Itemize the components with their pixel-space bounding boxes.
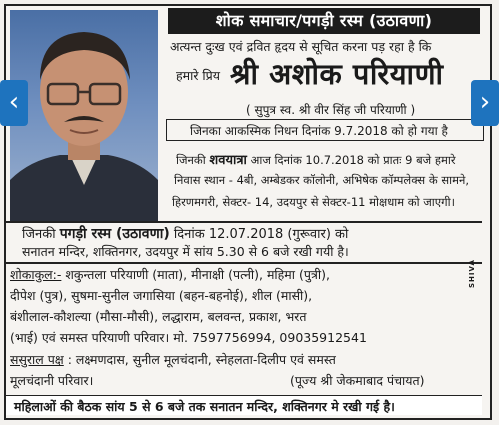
credit-text: SHIVA: [468, 259, 476, 288]
notice-header: शोक समाचार/पगड़ी रस्म (उठावणा): [168, 8, 480, 34]
divider: [6, 221, 482, 223]
pagdi-keyword: पगड़ी रस्म (उठावणा): [59, 226, 170, 242]
pagdi-line-2: सनातन मन्दिर, शक्तिनगर, उदयपुर में सांय 5.30 से 6 बजे रखी गयी है।: [22, 244, 349, 259]
funeral-line-3: हिरणमगरी, सेक्टर- 14, उदयपुर से सेक्टर-11 मोक्षधाम को जाएगी।: [172, 195, 455, 209]
in-laws-label: ससुराल पक्ष: [10, 352, 64, 367]
funeral-line-2: निवास स्थान - 4बी, अम्बेडकर कॉलोनी, अभिषेक कॉम्पलेक्स के सामने,: [174, 173, 470, 187]
mourners-line-3: बंशीलाल-कौशल्या (मौसा-मौसी), लद्धाराम, बलवन्त, प्रकाश, भरत: [10, 309, 307, 324]
in-laws-line-1: [10, 351, 336, 368]
mourners-line-1: [10, 266, 330, 283]
pagdi-line-1: [22, 224, 348, 243]
funeral-line-1: [176, 151, 476, 170]
intro-text: अत्यन्त दुःख एवं द्रवित हृदय से सूचित करना पड़ रहा है कि: [170, 39, 432, 54]
pagdi-prefix: जिनकी: [22, 227, 56, 242]
death-notice: जिनका आकस्मिक निधन दिनांक 9.7.2018 को हो गया है: [190, 124, 448, 138]
next-arrow-button[interactable]: ›: [471, 80, 499, 126]
footer-text: महिलाओं की बैठक सांय 5 से 6 बजे तक सनातन मन्दिर, शक्तिनगर मे रखी गई है।: [14, 399, 395, 414]
funeral-keyword: शवयात्रा: [209, 153, 247, 168]
name-prefix: हमारे प्रिय: [176, 68, 221, 83]
divider: [6, 262, 482, 264]
funeral-prefix: जिनकी: [176, 153, 206, 167]
deceased-photo: [10, 10, 158, 222]
parentage-text: ( सुपुत्र स्व. श्री वीर सिंह जी परियाणी ): [246, 103, 416, 117]
phone-numbers: मो. 7597756994, 09035912541: [173, 330, 367, 345]
mourners-line-4: [10, 329, 367, 346]
mourners-line-2: दीपेश (पुत्र), सुषमा-सुनील जगासिया (बहन-बहनोई), शील (मासी),: [10, 288, 313, 303]
mourners-text-1: शकुन्तला परियाणी (माता), मीनाक्षी (पत्नी), महिमा (पुत्री),: [65, 267, 330, 282]
deceased-name: श्री अशोक परियाणी: [230, 57, 444, 91]
in-laws-text-1: : लक्ष्मणदास, सुनील मूलचंदानी, स्नेहलता-दिलीप एवं समस्त: [67, 352, 336, 367]
pagdi-text-1: दिनांक 12.07.2018 (गुरूवार) को: [173, 227, 349, 242]
in-laws-line-2: मूलचंदानी परिवार।: [10, 373, 94, 388]
panchayat-text: (पूज्य श्री जेकमाबाद पंचायत): [290, 373, 425, 388]
funeral-text-1: आज दिनांक 10.7.2018 को प्रातः 9 बजे हमारे: [250, 153, 456, 167]
mourners-text-4: (भाई) एवं समस्त परियाणी परिवार।: [10, 330, 170, 345]
mourners-label: शोकाकुल:-: [10, 267, 62, 282]
previous-arrow-button[interactable]: ‹: [0, 80, 28, 126]
